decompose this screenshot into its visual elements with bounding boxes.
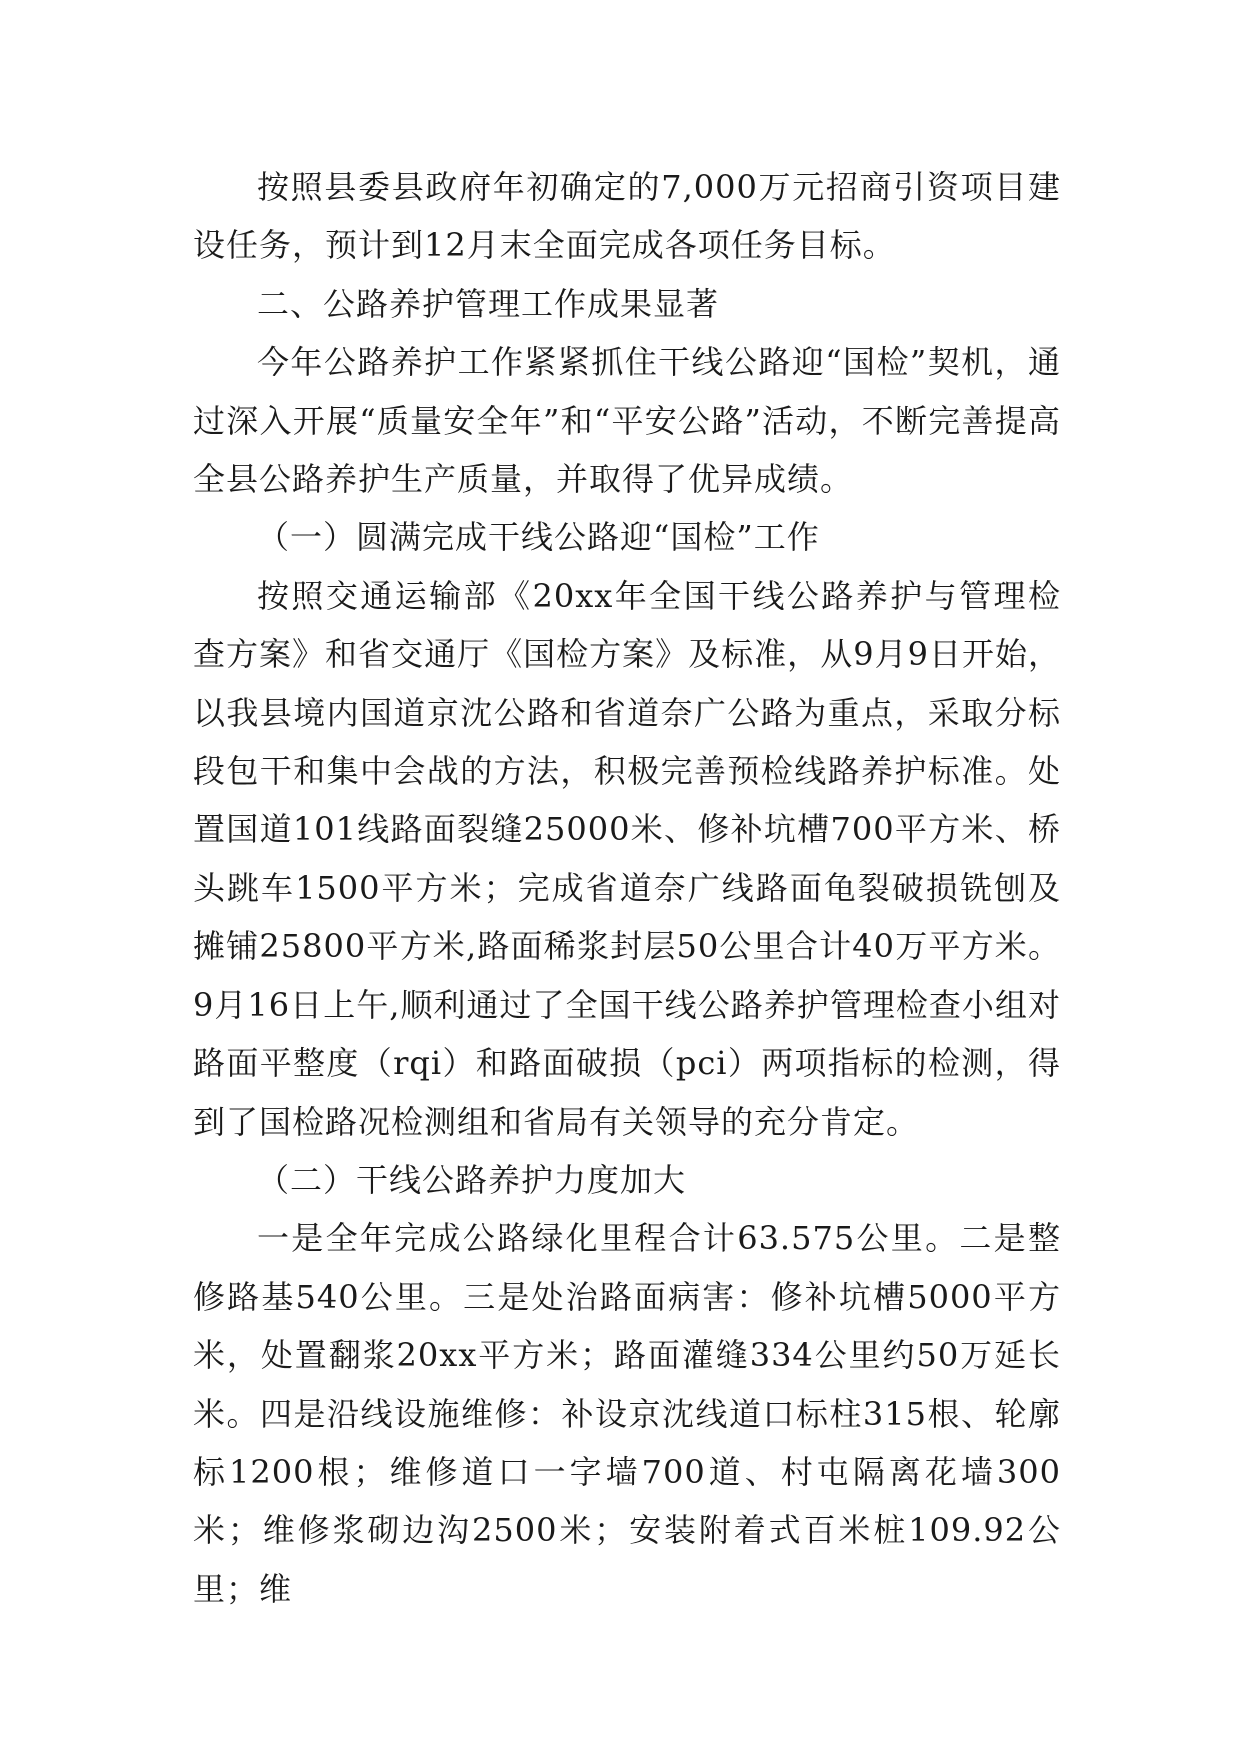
paragraph-maintenance-overview: 今年公路养护工作紧紧抓住干线公路迎“国检”契机，通过深入开展“质量安全年”和“平安公路”活动，不断完善提高全县公路养护生产质量，并取得了优异成绩。	[193, 343, 1061, 499]
subsection-heading-maintenance-intensity: （二）干线公路养护力度加大	[257, 1160, 687, 1199]
paragraph-national-inspection: 按照交通运输部《20xx年全国干线公路养护与管理检查方案》和省交通厅《国检方案》及标准，从9月9日开始，以我县境内国道京沈公路和省道奈广公路为重点，采取分标段包干和集中会战的方法，积极完善预检线路养护标准。处置国道101线路面裂缝25000米、修补坑槽700平方米、桥头跳车1500平方米；完成省道奈广线路面龟裂破损铣刨及摊铺25800平方米,路面稀浆封层50公里合计40万平方米。9月16日上午,顺利通过了全国干线公路养护管理检查小组对路面平整度（rqi）和路面破损（pci）两项指标的检测，得到了国检路况检测组和省局有关领导的充分肯定。	[193, 576, 1061, 1141]
document-body	[193, 158, 1061, 1618]
paragraph-maintenance-details: 一是全年完成公路绿化里程合计63.575公里。二是整修路基540公里。三是处治路面病害：修补坑槽5000平方米，处置翻浆20xx平方米；路面灌缝334公里约50万延长米。四是沿线设施维修：补设京沈线道口标柱315根、轮廓标1200根；维修道口一字墙700道、村屯隔离花墙300米；维修浆砌边沟2500米；安装附着式百米桩109.92公里；维	[193, 1219, 1061, 1608]
section-heading-road-maintenance: 二、公路养护管理工作成果显著	[257, 284, 720, 323]
paragraph-investment-summary: 按照县委县政府年初确定的7,000万元招商引资项目建设任务，预计到12月末全面完成各项任务目标。	[193, 168, 1061, 265]
subsection-heading-national-inspection: （一）圆满完成干线公路迎“国检”工作	[257, 518, 820, 557]
